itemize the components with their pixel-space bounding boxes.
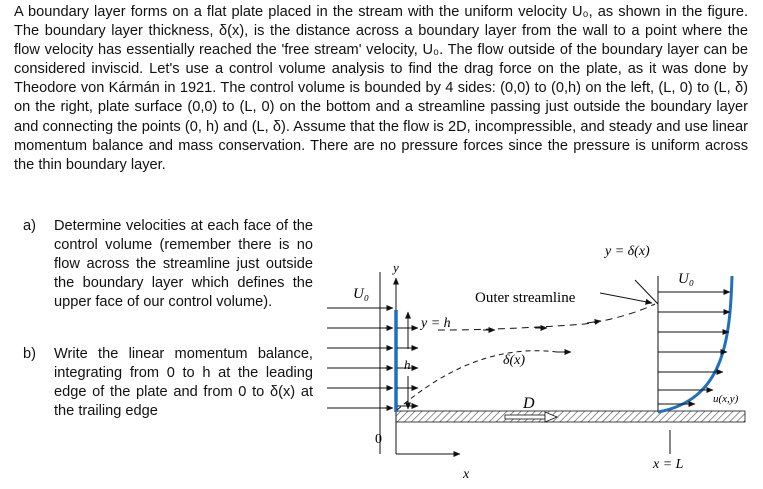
outflow-arrows: [658, 292, 730, 404]
question-b: [23, 345, 313, 421]
outer-streamline: [438, 304, 655, 330]
question-a-label: a): [23, 218, 36, 234]
question-b-text: Write the linear momentum balance, integrating from 0 to h at the leading edge of the plate and from 0 to δ(x) at the trailing edge: [54, 346, 313, 420]
u-xy-label: u(x,y): [713, 393, 739, 405]
inflow-arrows: [327, 308, 393, 408]
flat-plate: [396, 411, 745, 422]
h-label: h: [404, 357, 411, 372]
y-eq-h-label: y = h: [421, 316, 451, 331]
drag-label: D: [523, 395, 535, 412]
x-axis-label: x: [463, 467, 470, 482]
question-a-text: Determine velocities at each face of the control volume (remember there is no flow across the streamline just outside the boundary layer which defines the upper face of our control volume).: [54, 218, 313, 311]
x-eq-L-label: x = L: [653, 457, 684, 472]
boundary-layer-figure: [325, 232, 755, 482]
problem-intro: A boundary layer forms on a flat plate placed in the stream with the uniform velocity U₀, as shown in the figure. The boundary layer thickness, δ(x), is the distance across a boundary layer from the wall to a point where the flow velocity has essentially reached the 'free stream' velocity, U₀. The flow outside of the boundary layer can be considered inviscid. Let's use a control volume analysis to find the drag force on the plate, as it was done by Theodore von Kármán in 1921. The control volume is bounded by 4 sides: (0,0) to (0,h) on the left, (L, 0) to (L, δ) on the right, plate surface (0,0) to (L, 0) on the bottom and a streamline passing just outside the boundary layer and connecting the points (0, h) and (L, δ). Assume that the flow is 2D, incompressible, and steady and use linear momentum balance and mass conservation. There are no pressure forces since the pressure is uniform across the thin boundary layer.: [14, 4, 748, 173]
velocity-profile: [658, 276, 732, 412]
delta-x-label: δ(x): [503, 353, 526, 368]
y-axis-label: y: [393, 260, 399, 275]
origin-label: 0: [375, 432, 382, 447]
question-a: [23, 217, 313, 312]
outer-streamline-label: Outer streamline: [475, 290, 576, 306]
y-eq-delta-label: y = δ(x): [605, 244, 650, 259]
u0-right-label: U₀: [678, 271, 695, 287]
u0-left-label: U₀: [353, 286, 370, 302]
question-b-label: b): [23, 346, 36, 362]
